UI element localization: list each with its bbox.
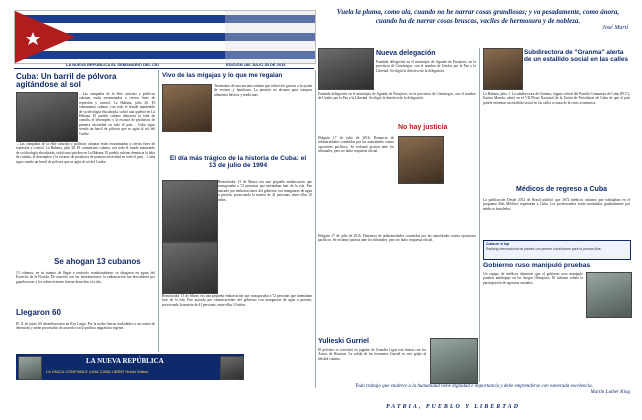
body-ahogan: 13 cubanos, en su intento de llegar a territorio estadounidense, se ahogaron en aguas del Estrecho de la Florida. De acuerdo con las informaciones, la embarcación fue descubierta por guardacostas y los sobrevivientes fueron devueltos a la isla. [16,271,155,284]
headline-nueva-delegacion: Nueva delegación [376,50,436,57]
body-llegaron: El 11 de junio, 60 desembarcaron en Key Largo. Por la noche fueron trasladados a un centro de detención y serán procesados de acuerdo con la política migratoria vigente. [16,322,155,331]
body-nueva-delegacion: Fundada delegación en el municipio de Aguada de Pasajeros, en la provincia de Cienfuegos, con el nombre de Unidos por la Paz y la Libertad. Se eligió la directiva de la delegación. [376,60,476,73]
body-medicos: La publicación Desde 2012 de Brasil publicó que 1672 médicos cubanos que trabajaban en el programa Más Médicos regresarán a Cuba. Los profesionales serán sustituidos gradualmente por médicos brasileños. [483,198,630,211]
headline-yulieski: Yulieski Gurriel [318,338,369,345]
body-cuba-barril: …Las campañas de la élite castrista y políticas cubanas están encaminadas a ciertos fines de represión y control. La Habana, julio 20. El comunismo cubano, con todo el fraude mantenido de su ideología elucubrada, sufrió una quiebra en La Habana. El pueblo cubano denuncia la falta de comida, el desempleo y la escasez de productos de primera necesidad en todo el país… Cuba sigue siendo un barril de pólvora que se agita al sol del Caribe. [16,142,155,164]
headline-llegaron: Llegaron 60 [16,308,61,317]
quote-top-text: Vuela la pluma, como ala, cuando no he narrar cosas grandiosas; y va pesadamente, como ánora, cuando ha de narrar cosas bruscas, vaciles de hermosura y de nobleza. [336,8,620,25]
boat-photo [162,242,218,294]
cuban-flag-icon [14,10,316,64]
footer-ad-subtitle: LA ÚNICA CONFIABLE ¡UNA CUBA LIBRE! Huber Matos [46,369,149,374]
body-justicia-cont: Holguín 17 de julio de 2016. Denuncia de arbitrariedades cometidas por las autoridades contra opositores pacíficos. Se reclamó justicia ante los tribunales, pero no hubo respuesta oficial. [318,234,476,243]
headline-migajas: Vivo de las migajas y lo que me regalan [162,72,283,79]
masthead-line: LA NUEVA REPÚBLICA EL SEMANARIO DEL CID [66,62,159,67]
body-remolcador: Remolcador 13 de Marzo era una pequeña embarcación que transportaba a 72 personas que intentaban huir de la isla. Fue atacado por embarcaciones del gobierno con mangueras de agua a presión, provocando la muerte de 41 personas, entre ellas 10 niños. [218,180,312,202]
headline-remolcador: El día más trágico de la historia de Cuba: el 13 de julio de 1994 [169,155,307,169]
headline-subdirectora: Subdirectora de "Granma" alerta de un estallido social en las calles [524,49,629,63]
ad-portrait [220,356,244,380]
quote-bottom [318,384,630,395]
divider-1 [158,70,159,352]
body-nueva-delegacion-cont: Fundada delegación en el municipio de Aguada de Pasajeros, en la provincia de Cienfuegos, con el nombre de Unidos por la Paz y la Libertad. Se eligió la directiva de la delegación. [318,92,476,101]
inset-body: Ranking internacional de países con peores condiciones para la prensa libre. [486,247,602,251]
body-yulieski: El pelotero se convirtió en jugador de Grandes Ligas tras firmar con los Astros de Houston. La salida de los hermanos Gurriel es otro golpe al béisbol cubano. [318,348,426,361]
ad-photo [18,356,42,380]
body-cuba-barril-intro: …Las campañas de la élite castrista y políticas cubanas están encaminadas a ciertos fines de represión y control. La Habana, julio 20. El comunismo cubano, con todo el fraude mantenido de su ideología elucubrada, sufrió una quiebra en La Habana. El pueblo cubano denuncia la falta de comida, el desempleo y la escasez de productos de primera necesidad en todo el país… Cuba sigue siendo un barril de pólvora que se agita al sol del Caribe. [79,92,155,136]
body-subdirectora: La Habana, julio 1. La subdirectora de Granma, órgano oficial del Partido Comunista de Cuba (PCC), Karina Marrón, alertó en el VII Pleno Nacional de la Unión de Periodistas de Cuba de que el país podría enfrentar un estallido social en las calles a causa de la crisis económica. [483,92,630,105]
body-gobierno: Un equipo de médicos denunció que el gobierno ruso manipuló pruebas antidopaje en los Juegos Olímpicos. El informe señala la participación de agencias estatales. [483,272,583,285]
crowd-photo [16,92,78,142]
body-justicia: Holguín 17 de julio de 2016. Denuncia de arbitrariedades cometidas por las autoridades contra opositores pacíficos. Se reclamó justicia ante los tribunales, pero no hubo respuesta oficial. [318,136,394,154]
footer-ad-title: LA NUEVA REPÚBLICA [86,357,164,365]
sports-photo [586,272,632,318]
headline-justicia: No hay justicia [398,124,448,131]
quote-bottom-text: Todo trabajo que enaltece a la humanidad tiene dignidad e importancia y debe emprenderse con esmerada excelencia. [355,384,593,389]
divider-2 [315,70,316,388]
headline-gobierno: Gobierno ruso manipuló pruebas [483,262,591,269]
headline-ahogan: Se ahogan 13 cubanos [54,257,141,266]
masthead-rule [14,68,314,69]
body-remolcador-cont: Remolcador 13 de Marzo era una pequeña embarcación que transportaba a 72 personas que intentaban huir de la isla. Fue atacado por embarcaciones del gobierno con mangueras de agua a presión, provocando la muerte de 41 personas, entre ellas 10 niños. [162,294,312,307]
quote-top-author: José Martí [602,25,628,31]
edition-line: EDICIÓN 186 JULIO 30 DE 2016 [226,62,286,67]
subdirectora-photo [483,48,523,90]
inset-title: Cuba en el top [486,242,510,246]
group-photo [318,48,374,90]
body-migajas: Testimonio de una anciana cubana que sobrevive gracias a la ayuda de vecinos y familiares. La pensión no alcanza para comprar alimentos básicos y medicinas. [214,84,312,97]
quote-bottom-author: Martin Luther King [590,390,630,395]
remolcador-photo [162,180,218,242]
baseball-photo [430,338,478,384]
motto: PATRIA, PUEBLO Y LIBERTAD [386,404,520,410]
portrait-photo [398,136,444,184]
headline-medicos: Médicos de regreso a Cuba [516,186,608,193]
footer-ad [16,354,244,380]
headline-cuba-barril: Cuba: Un barril de pólvora agitándose al sol [16,72,117,90]
newspaper-page [6,4,634,414]
inset-box [483,240,631,260]
elderly-woman-photo [162,84,212,132]
divider-3 [479,48,480,382]
